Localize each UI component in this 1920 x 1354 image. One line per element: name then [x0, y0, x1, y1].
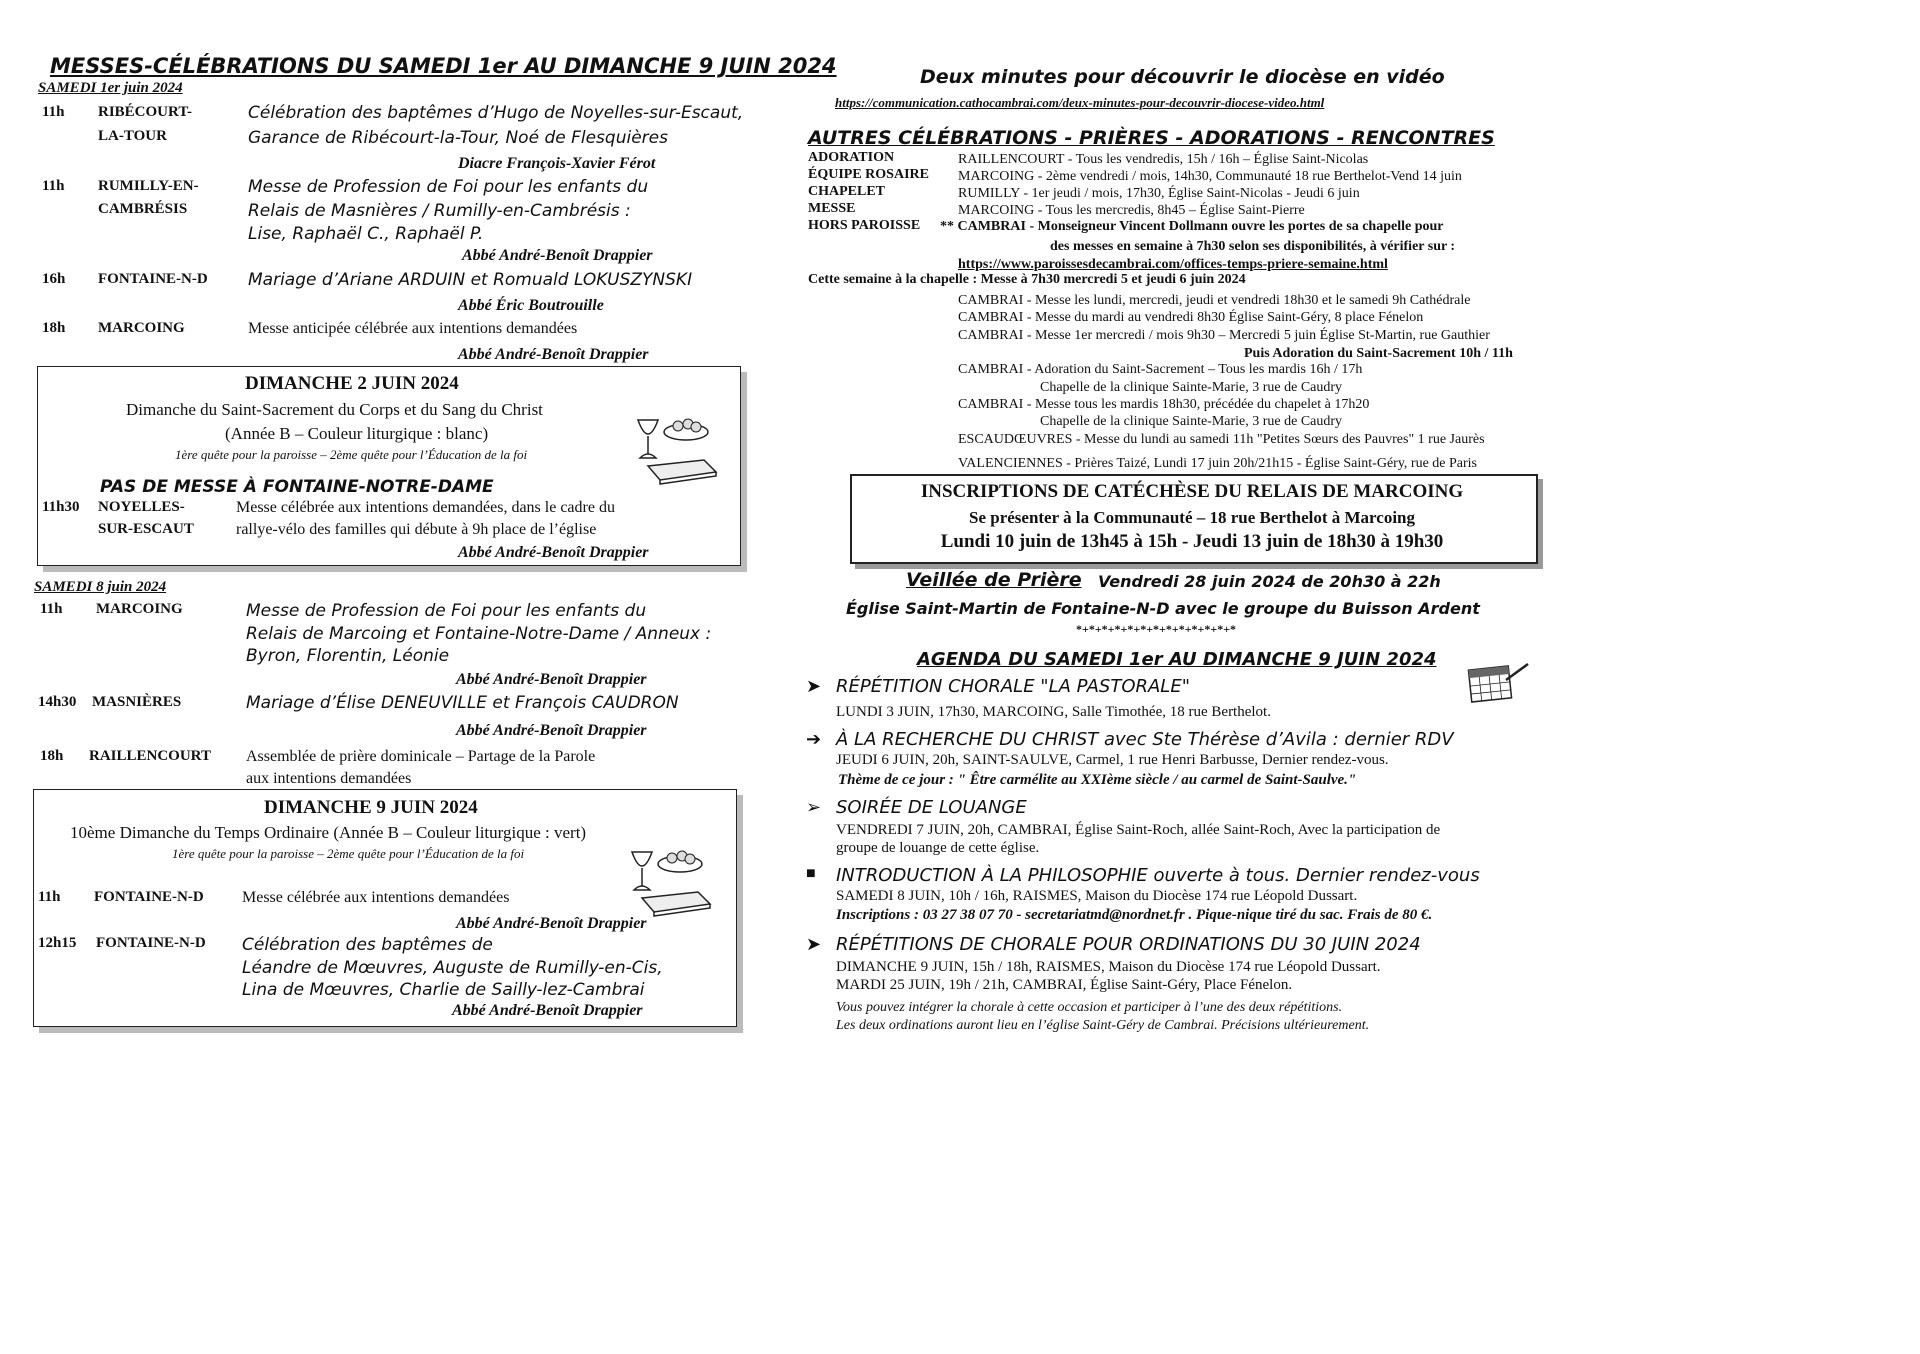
sun2-text-l1: Messe célébrée aux intentions demandées, dans le cadre du	[236, 499, 615, 516]
veillee-when: Vendredi 28 juin 2024 de 20h30 à 22h	[1098, 572, 1441, 591]
agenda-item-5-l4: Les deux ordinations auront lieu en l’église Saint-Géry de Cambrai. Précisions ultérieurement.	[836, 1018, 1370, 1033]
sun9-quete: 1ère quête pour la paroisse – 2ème quête pour l’Éducation de la foi	[172, 846, 525, 861]
row-label-rosaire: ÉQUIPE ROSAIRE	[808, 167, 929, 182]
agenda-item-5-l1: DIMANCHE 9 JUIN, 15h / 18h, RAISMES, Maison du Diocèse 174 rue Léopold Dussart.	[836, 959, 1381, 975]
video-title: Deux minutes pour découvrir le diocèse en vidéo	[920, 66, 1445, 88]
sat1-e3-place: FONTAINE-N-D	[98, 271, 208, 287]
sun2-line2: (Année B – Couleur liturgique : blanc)	[225, 424, 489, 443]
cambrai-line-6: Chapelle de la clinique Sainte-Marie, 3 rue de Caudry	[1040, 380, 1343, 395]
catechese-line1: Se présenter à la Communauté – 18 rue Berthelot à Marcoing	[968, 508, 1416, 527]
sat8-e1-text-l2: Relais de Marcoing et Fontaine-Notre-Dame / Anneux :	[246, 624, 712, 644]
row-label-adoration: ADORATION	[808, 150, 895, 165]
agenda-square-icon: ■	[806, 865, 816, 882]
sun9-e2-time: 12h15	[38, 935, 77, 951]
catechese-line2: Lundi 10 juin de 13h45 à 15h - Jeudi 13 juin de 18h30 à 19h30	[940, 531, 1444, 552]
sat1-e2-celebrant: Abbé André-Benoît Drappier	[462, 247, 653, 264]
hors-line1: ** CAMBRAI - Monseigneur Vincent Dollmann ouvre les portes de sa chapelle pour	[940, 219, 1444, 234]
sun9-e1-text: Messe célébrée aux intentions demandées	[242, 889, 510, 906]
row-label-messe: MESSE	[808, 201, 856, 216]
sun9-e2-text-l1: Célébration des baptêmes de	[242, 935, 493, 955]
row-label-chapelet: CHAPELET	[808, 184, 886, 199]
sat8-e3-time: 18h	[40, 748, 64, 764]
sat1-e2-text-l3: Lise, Raphaël C., Raphaël P.	[248, 224, 484, 244]
hors-line2: des messes en semaine à 7h30 selon ses disponibilités, à vérifier sur :	[1050, 239, 1456, 254]
sat1-e1-time: 11h	[42, 104, 65, 120]
sat8-e1-text-l3: Byron, Florentin, Léonie	[246, 646, 450, 666]
sun9-e2-celebrant: Abbé André-Benoît Drappier	[452, 1002, 643, 1019]
agenda-item-1-l1: LUNDI 3 JUIN, 17h30, MARCOING, Salle Timothée, 18 rue Berthelot.	[836, 704, 1271, 720]
agenda-item-2-title: À LA RECHERCHE DU CHRIST avec Ste Thérèse d’Avila : dernier RDV	[836, 729, 1454, 750]
sun9-heading: DIMANCHE 9 JUIN 2024	[264, 797, 478, 818]
sat1-e2-text-l1: Messe de Profession de Foi pour les enfants du	[248, 177, 649, 197]
sun9-e2-text-l2: Léandre de Mœuvres, Auguste de Rumilly-en-Cis,	[242, 958, 663, 978]
sat1-e1-celebrant: Diacre François-Xavier Férot	[458, 155, 656, 172]
sun2-time: 11h30	[42, 499, 80, 515]
veillee-stars: *+*+*+*+*+*+*+*+*+*+*+*+*	[1076, 622, 1237, 636]
row-text-adoration: RAILLENCOURT - Tous les vendredis, 15h / 16h – Église Saint-Nicolas	[958, 152, 1369, 167]
sat8-e2-text: Mariage d’Élise DENEUVILLE et François CAUDRON	[246, 693, 679, 713]
cambrai-line-1: CAMBRAI - Messe les lundi, mercredi, jeudi et vendredi 18h30 et le samedi 9h Cathédrale	[958, 293, 1471, 308]
sun2-quete: 1ère quête pour la paroisse – 2ème quête pour l’Éducation de la foi	[175, 447, 528, 462]
agenda-arrow-icon: ➢	[806, 797, 822, 817]
sat8-date: SAMEDI 8 juin 2024	[34, 579, 167, 595]
cambrai-line-10: VALENCIENNES - Prières Taizé, Lundi 17 juin 20h/21h15 - Église Saint-Géry, rue de Paris	[958, 456, 1478, 471]
sat1-e4-place: MARCOING	[98, 320, 185, 336]
agenda-item-2-l2: Thème de ce jour : " Être carmélite au XXIème siècle / au carmel de Saint-Saulve."	[838, 772, 1357, 788]
hors-url[interactable]: https://www.paroissesdecambrai.com/offices-temps-priere-semaine.html	[958, 257, 1388, 272]
sun2-notice: PAS DE MESSE À FONTAINE-NOTRE-DAME	[100, 477, 494, 497]
sat8-e1-celebrant: Abbé André-Benoît Drappier	[456, 671, 647, 688]
sat1-e2-text-l2: Relais de Masnières / Rumilly-en-Cambrésis :	[248, 201, 631, 221]
sun9-e2-place: FONTAINE-N-D	[96, 935, 206, 951]
video-url[interactable]: https://communication.cathocambrai.com/deux-minutes-pour-decouvrir-diocese-video.html	[835, 95, 1325, 110]
autres-title: AUTRES CÉLÉBRATIONS - PRIÈRES - ADORATIONS - RENCONTRES	[808, 127, 1495, 149]
agenda-item-3-l1: VENDREDI 7 JUIN, 20h, CAMBRAI, Église Saint-Roch, allée Saint-Roch, Avec la participation de	[836, 822, 1441, 838]
cambrai-line-5: CAMBRAI - Adoration du Saint-Sacrement – Tous les mardis 16h / 17h	[958, 362, 1363, 377]
veillee-title: Veillée de Prière	[906, 569, 1082, 591]
sat8-e3-text-l2: aux intentions demandées	[246, 770, 412, 787]
chalice-bible-icon	[634, 408, 720, 486]
sat1-e1-text-l2: Garance de Ribécourt-la-Tour, Noé de Flesquières	[248, 128, 668, 148]
agenda-item-3-l2: groupe de louange de cette église.	[836, 840, 1040, 856]
sat8-e1-text-l1: Messe de Profession de Foi pour les enfants du	[246, 601, 647, 621]
agenda-arrow-icon: ➤	[806, 934, 822, 954]
cambrai-line-2: CAMBRAI - Messe du mardi au vendredi 8h30 Église Saint-Géry, 8 place Fénelon	[958, 310, 1424, 325]
agenda-item-2-l1: JEUDI 6 JUIN, 20h, SAINT-SAULVE, Carmel, 1 rue Henri Barbusse, Dernier rendez-vous.	[836, 752, 1389, 768]
sun9-e1-place: FONTAINE-N-D	[94, 889, 204, 905]
sun2-celebrant: Abbé André-Benoît Drappier	[458, 544, 649, 561]
cambrai-line-9: ESCAUDŒUVRES - Messe du lundi au samedi 11h "Petites Sœurs des Pauvres" 1 rue Jaurès	[958, 432, 1485, 447]
sat1-e1-place-l2: LA-TOUR	[98, 128, 167, 144]
sat1-e4-time: 18h	[42, 320, 66, 336]
row-text-rosaire: MARCOING - 2ème vendredi / mois, 14h30, Communauté 18 rue Berthelot-Vend 14 juin	[958, 169, 1462, 184]
veillee-where: Église Saint-Martin de Fontaine-N-D avec le groupe du Buisson Ardent	[846, 599, 1480, 618]
sun2-place-l2: SUR-ESCAUT	[98, 521, 194, 537]
left-title: MESSES-CÉLÉBRATIONS DU SAMEDI 1er AU DIMANCHE 9 JUIN 2024	[50, 54, 837, 78]
catechese-title: INSCRIPTIONS DE CATÉCHÈSE DU RELAIS DE MARCOING	[920, 481, 1464, 502]
agenda-item-3-title: SOIRÉE DE LOUANGE	[836, 797, 1027, 818]
agenda-item-5-l2: MARDI 25 JUIN, 19h / 21h, CAMBRAI, Église Saint-Géry, Place Fénelon.	[836, 977, 1293, 993]
agenda-arrow-icon: ➤	[806, 676, 822, 696]
sat1-e2-place-l2: CAMBRÉSIS	[98, 201, 188, 217]
sat1-e2-time: 11h	[42, 178, 65, 194]
agenda-arrow-icon: ➔	[806, 729, 822, 749]
sat1-e3-celebrant: Abbé Éric Boutrouille	[458, 297, 604, 314]
sat1-e1-text-l1: Célébration des baptêmes d’Hugo de Noyelles-sur-Escaut,	[248, 103, 744, 123]
sat8-e2-time: 14h30	[38, 694, 77, 710]
sun9-e1-time: 11h	[38, 889, 61, 905]
sun2-line1: Dimanche du Saint-Sacrement du Corps et du Sang du Christ	[126, 400, 543, 419]
sat1-e1-place-l1: RIBÉCOURT-	[98, 104, 192, 120]
row-text-chapelet: RUMILLY - 1er jeudi / mois, 17h30, Église Saint-Nicolas - Jeudi 6 juin	[958, 186, 1360, 201]
sun9-line1: 10ème Dimanche du Temps Ordinaire (Année B – Couleur liturgique : vert)	[70, 823, 587, 842]
cambrai-line-8: Chapelle de la clinique Sainte-Marie, 3 rue de Caudry	[1040, 414, 1343, 429]
sat1-date: SAMEDI 1er juin 2024	[38, 80, 183, 96]
sat1-e4-text: Messe anticipée célébrée aux intentions demandées	[248, 320, 578, 337]
sat8-e3-text-l1: Assemblée de prière dominicale – Partage de la Parole	[246, 748, 596, 765]
sat8-e1-place: MARCOING	[96, 601, 183, 617]
hors-label: HORS PAROISSE	[808, 218, 921, 233]
hors-chapelle: Cette semaine à la chapelle : Messe à 7h30 mercredi 5 et jeudi 6 juin 2024	[808, 272, 1246, 287]
agenda-title: AGENDA DU SAMEDI 1er AU DIMANCHE 9 JUIN 2024	[917, 649, 1437, 670]
calendar-icon	[1466, 660, 1532, 704]
sat1-e3-time: 16h	[42, 271, 66, 287]
sun2-place-l1: NOYELLES-	[98, 499, 185, 515]
agenda-item-4-title: INTRODUCTION À LA PHILOSOPHIE ouverte à tous. Dernier rendez-vous	[836, 865, 1480, 886]
agenda-item-5-l3: Vous pouvez intégrer la chorale à cette occasion et participer à l’une des deux répétitions.	[836, 1000, 1343, 1015]
sun2-text-l2: rallye-vélo des familles qui débute à 9h place de l’église	[236, 521, 597, 538]
sat8-e3-place: RAILLENCOURT	[89, 748, 211, 764]
sun2-heading: DIMANCHE 2 JUIN 2024	[245, 373, 459, 394]
row-text-messe: MARCOING - Tous les mercredis, 8h45 – Église Saint-Pierre	[958, 203, 1305, 218]
cambrai-line-3: CAMBRAI - Messe 1er mercredi / mois 9h30 – Mercredi 5 juin Église St-Martin, rue Gauthier	[958, 328, 1490, 343]
chalice-bible-icon	[628, 840, 714, 918]
agenda-item-4-l1: SAMEDI 8 JUIN, 10h / 16h, RAISMES, Maison du Diocèse 174 rue Léopold Dussart.	[836, 888, 1358, 904]
sat1-e3-text: Mariage d’Ariane ARDUIN et Romuald LOKUSZYNSKI	[248, 270, 693, 290]
cambrai-line-7: CAMBRAI - Messe tous les mardis 18h30, précédée du chapelet à 17h20	[958, 397, 1370, 412]
cambrai-line-4: Puis Adoration du Saint-Sacrement 10h / 11h	[1244, 346, 1513, 361]
sat1-e4-celebrant: Abbé André-Benoît Drappier	[458, 346, 649, 363]
agenda-item-4-l2: Inscriptions : 03 27 38 07 70 - secretariatmd@nordnet.fr . Pique-nique tiré du sac. Frais de 80 €.	[836, 907, 1433, 923]
sat8-e2-celebrant: Abbé André-Benoît Drappier	[456, 722, 647, 739]
agenda-item-5-title: RÉPÉTITIONS DE CHORALE POUR ORDINATIONS DU 30 JUIN 2024	[836, 934, 1421, 955]
sun9-e1-celebrant: Abbé André-Benoît Drappier	[456, 915, 647, 932]
sat1-e2-place-l1: RUMILLY-EN-	[98, 178, 199, 194]
sat8-e2-place: MASNIÈRES	[92, 694, 182, 710]
agenda-item-1-title: RÉPÉTITION CHORALE "LA PASTORALE"	[836, 676, 1190, 697]
sun9-e2-text-l3: Lina de Mœuvres, Charlie de Sailly-lez-Cambrai	[242, 980, 645, 1000]
sat8-e1-time: 11h	[40, 601, 63, 617]
